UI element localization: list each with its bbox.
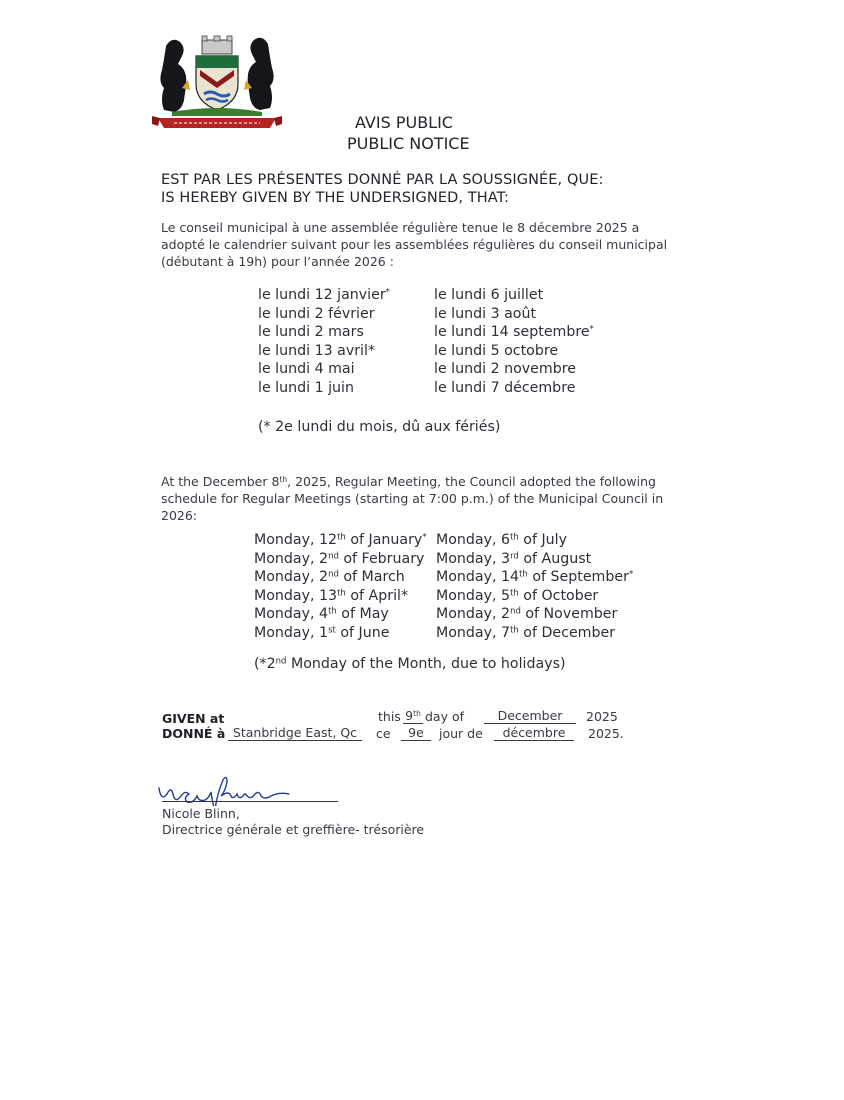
- year-fr-text: 2025.: [588, 726, 624, 741]
- english-paragraph: At the December 8th, 2025, Regular Meeting, the Council adopted the following schedule for Regular Meetings (starting at 7:00 p.m.) of the Municipal Council in 2026:: [161, 474, 664, 523]
- year-en-text: 2025: [586, 709, 618, 724]
- municipal-crest-logo: [152, 26, 282, 132]
- english-footnote: (*2nd Monday of the Month, due to holidays): [254, 656, 566, 672]
- english-date: Monday, 7th of December: [436, 624, 616, 641]
- given-at-label: GIVEN at: [162, 711, 225, 726]
- english-date: Monday, 2nd of March: [254, 569, 405, 586]
- french-dates-column-2: [434, 286, 594, 398]
- french-dates-column-1: [258, 286, 390, 398]
- english-date: Monday, 5th of October: [436, 587, 599, 604]
- month-en-field: December: [484, 709, 576, 724]
- signer-name: Nicole Blinn,: [162, 806, 240, 821]
- english-date: Monday, 13th of April*: [254, 587, 409, 604]
- jour-de-text: jour de: [439, 726, 483, 741]
- french-date: le lundi 2 février: [258, 305, 375, 322]
- french-date: le lundi 1 juin: [258, 379, 354, 396]
- french-date: le lundi 14 septembre*: [434, 324, 594, 341]
- english-date: Monday, 14th of September*: [436, 569, 634, 586]
- french-date: le lundi 3 août: [434, 305, 537, 322]
- english-date: Monday, 6th of July: [436, 532, 568, 548]
- french-date: le lundi 2 novembre: [434, 361, 576, 378]
- french-date: le lundi 4 mai: [258, 361, 355, 378]
- french-date: le lundi 13 avril*: [258, 342, 376, 359]
- intro-english: IS HEREBY GIVEN BY THE UNDERSIGNED, THAT:: [161, 190, 509, 206]
- french-footnote: (* 2e lundi du mois, dû aux fériés): [258, 419, 501, 435]
- english-date: Monday, 3rd of August: [436, 550, 592, 567]
- french-paragraph: Le conseil municipal à une assemblée régulière tenue le 8 décembre 2025 a adopté le calendrier suivant pour les assemblées régulières du conseil municipal (débutant à 19h) pour l’année 2026 :: [161, 220, 668, 269]
- ce-text: ce: [376, 726, 391, 741]
- english-date: Monday, 2nd of November: [436, 606, 618, 623]
- french-date: le lundi 7 décembre: [434, 379, 576, 396]
- place-field: Stanbridge East, Qc: [228, 726, 362, 741]
- french-date: le lundi 2 mars: [258, 324, 364, 341]
- english-date: Monday, 2nd of February: [254, 550, 425, 567]
- english-dates-column-2: [436, 531, 633, 643]
- day-of-text: day of: [425, 709, 465, 724]
- signature-line: [162, 801, 338, 802]
- day-en-field: 9th: [403, 709, 423, 724]
- title-english: PUBLIC NOTICE: [347, 134, 470, 153]
- english-date: Monday, 1st of June: [254, 624, 390, 641]
- french-date: le lundi 5 octobre: [434, 342, 559, 359]
- day-fr-field: 9e: [401, 726, 431, 741]
- intro-french: EST PAR LES PRÉSENTES DONNÉ PAR LA SOUSSIGNÉE, QUE:: [161, 172, 604, 188]
- english-dates-column-1: [254, 531, 427, 643]
- french-date: le lundi 12 janvier*: [258, 287, 390, 303]
- english-date: Monday, 12th of January*: [254, 532, 427, 548]
- signer-role: Directrice générale et greffière- trésorière: [162, 822, 425, 837]
- french-date: le lundi 6 juillet: [434, 287, 544, 303]
- donne-a-label: DONNÉ à: [162, 726, 226, 741]
- this-text: this: [378, 709, 401, 724]
- english-date: Monday, 4th of May: [254, 606, 389, 623]
- month-fr-field: décembre: [494, 726, 574, 741]
- title-french: AVIS PUBLIC: [355, 113, 453, 132]
